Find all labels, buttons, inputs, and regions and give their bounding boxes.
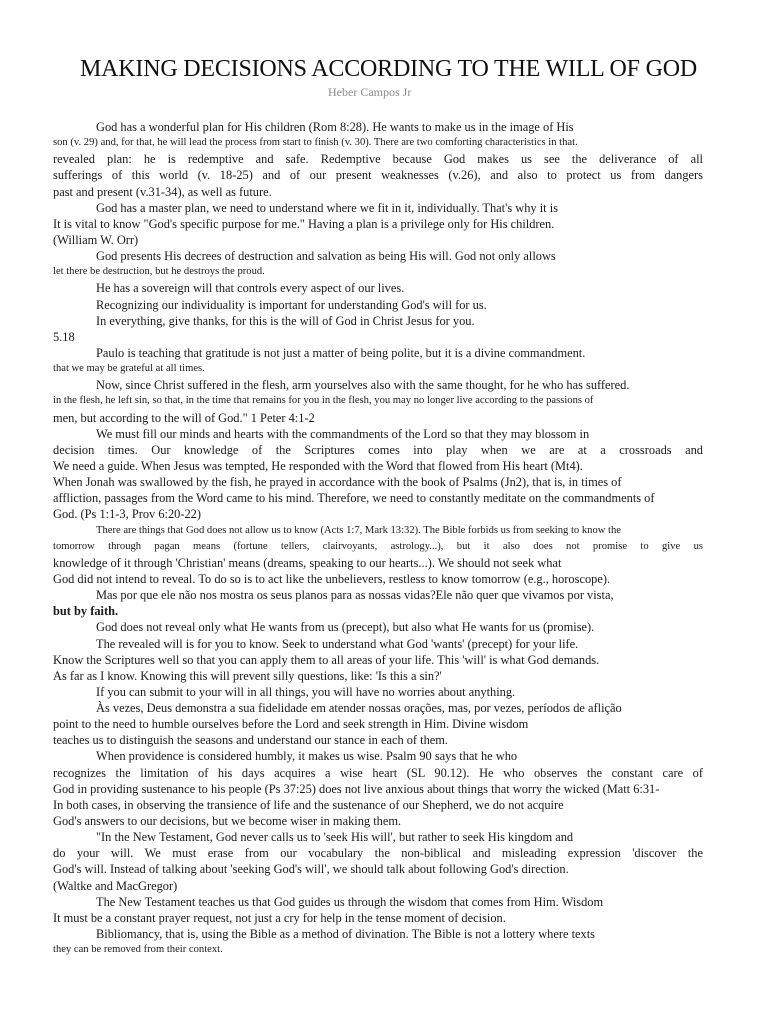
text-line: Às vezes, Deus demonstra a sua fidelidade em atender nossas orações, mas, por vezes, períodos de aflição [96, 701, 622, 716]
text-line: they can be removed from their context. [53, 944, 223, 956]
text-line: past and present (v.31-34), as well as future. [53, 184, 272, 199]
text-line: In both cases, in observing the transience of life and the sustenance of our Shepherd, we do not acquire [53, 797, 564, 812]
text-line: In everything, give thanks, for this is the will of God in Christ Jesus for you. [96, 313, 475, 328]
text-line: revealed plan: he is redemptive and safe. Redemptive because God makes us see the deliverance of all [53, 152, 703, 167]
text-line: God's will. Instead of talking about 'seeking God's will', we should talk about following God's direction. [53, 862, 569, 877]
text-line: let there be destruction, but he destroys the proud. [53, 266, 265, 278]
text-line: point to the need to humble ourselves before the Lord and seek strength in Him. Divine wisdom [53, 717, 529, 732]
text-line: The revealed will is for you to know. Seek to understand what God 'wants' (precept) for your life. [96, 636, 579, 651]
text-line: that we may be grateful at all times. [53, 363, 205, 375]
text-line: teaches us to distinguish the seasons and understand our stance in each of them. [53, 733, 449, 748]
text-line: (Waltke and MacGregor) [53, 878, 178, 893]
text-line: God presents His decrees of destruction and salvation as being His will. God not only allows [96, 249, 556, 264]
text-line: do your will. We must erase from our vocabulary the non-biblical and misleading expression 'discover the [53, 846, 703, 861]
text-line: but by faith. [53, 604, 119, 619]
text-line: We must fill our minds and hearts with the commandments of the Lord so that they may blossom in [96, 426, 590, 441]
text-line: God did not intend to reveal. To do so is to act like the unbelievers, restless to know tomorrow (e.g., horoscope). [53, 571, 611, 586]
text-line: recognizes the limitation of his days acquires a wise heart (SL 90.12). He who observes the constant care of [53, 765, 703, 780]
text-line: in the flesh, he left sin, so that, in the time that remains for you in the flesh, you may no longer live according to the passions of [53, 395, 594, 407]
text-line: He has a sovereign will that controls every aspect of our lives. [96, 281, 405, 296]
document-title: MAKING DECISIONS ACCORDING TO THE WILL OF GOD [80, 56, 698, 82]
text-line: If you can submit to your will in all things, you will have no worries about anything. [96, 684, 516, 699]
text-line: God does not reveal only what He wants from us (precept), but also what He wants for us (promise). [96, 620, 595, 635]
text-line: knowledge of it through 'Christian' means (dreams, speaking to our hearts...). We should not seek what [53, 555, 562, 570]
text-line: Recognizing our individuality is important for understanding God's will for us. [96, 297, 487, 312]
text-line: The New Testament teaches us that God guides us through the wisdom that comes from Him. Wisdom [96, 894, 604, 909]
text-line: affliction, passages from the Word came to his mind. Therefore, we need to constantly meditate on the commandments of [53, 491, 655, 506]
text-line: As far as I know. Knowing this will prevent silly questions, like: 'Is this a sin?' [53, 668, 442, 683]
text-line: It must be a constant prayer request, not just a cry for help in the tense moment of decision. [53, 910, 506, 925]
text-line: It is vital to know "God's specific purpose for me." Having a plan is a privilege only for His children. [53, 216, 555, 231]
text-line: We need a guide. When Jesus was tempted, He responded with the Word that flowed from His heart (Mt4). [53, 458, 583, 473]
text-line: God's answers to our decisions, but we become wiser in making them. [53, 814, 402, 829]
text-line: When Jonah was swallowed by the fish, he prayed in accordance with the book of Psalms (Jn2), that is, in times of [53, 475, 622, 490]
text-line: 5.18 [53, 329, 75, 344]
text-line: decision times. Our knowledge of the Scriptures comes into play when we are at a crossroads and [53, 442, 703, 457]
text-line: Mas por que ele não nos mostra os seus planos para as nossas vidas?Ele não quer que vivamos por vista, [96, 588, 614, 603]
text-line: There are things that God does not allow us to know (Acts 1:7, Mark 13:32). The Bible forbids us from seeking to know the [96, 524, 621, 536]
text-line: sufferings of this world (v. 18-25) and of our present weaknesses (v.26), and also to protect us from dangers [53, 168, 703, 183]
text-line: tomorrow through pagan means (fortune tellers, clairvoyants, astrology...), but it also does not promise to give us [53, 540, 703, 552]
text-line: men, but according to the will of God." 1 Peter 4:1-2 [53, 410, 315, 425]
text-line: God. (Ps 1:1-3, Prov 6:20-22) [53, 507, 201, 522]
text-line: son (v. 29) and, for that, he will lead the process from start to finish (v. 30). There are two comforting characteristics in that. [53, 137, 578, 149]
text-line: God in providing sustenance to his people (Ps 37:25) does not live anxious about things that worry the wicked (Matt 6:31- [53, 781, 660, 796]
text-line: Bibliomancy, that is, using the Bible as a method of divination. The Bible is not a lottery where texts [96, 927, 595, 942]
text-line: (William W. Orr) [53, 232, 139, 247]
text-line: Paulo is teaching that gratitude is not just a matter of being polite, but it is a divine commandment. [96, 345, 586, 360]
text-line: "In the New Testament, God never calls us to 'seek His will', but rather to seek His kingdom and [96, 830, 574, 845]
text-line: Now, since Christ suffered in the flesh, arm yourselves also with the same thought, for he who has suffered. [96, 378, 630, 393]
text-line: God has a master plan, we need to understand where we fit in it, individually. That's why it is [96, 200, 558, 215]
text-line: God has a wonderful plan for His children (Rom 8:28). He wants to make us in the image of His [96, 120, 574, 134]
document-author: Heber Campos Jr [328, 85, 412, 99]
text-line: Know the Scriptures well so that you can apply them to all areas of your life. This 'will' is what God demands. [53, 652, 600, 667]
text-line: When providence is considered humbly, it makes us wise. Psalm 90 says that he who [96, 749, 518, 764]
document-body [53, 119, 703, 958]
